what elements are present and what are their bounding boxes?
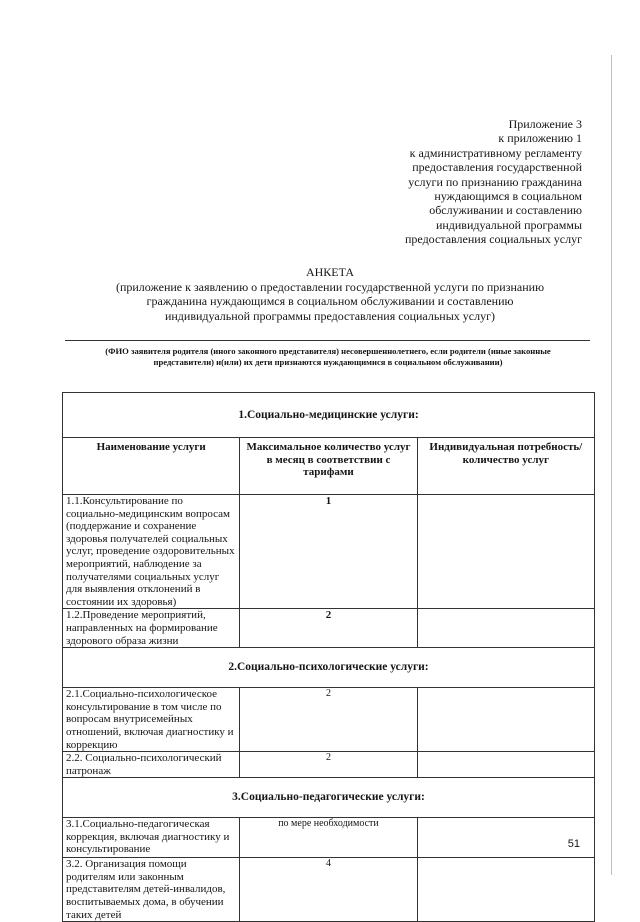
individual-need-cell[interactable]	[417, 858, 594, 922]
header-individual-need: Индивидуальная потребность/ количество услуг	[417, 438, 594, 495]
table-row	[63, 688, 595, 752]
fio-input-line[interactable]	[65, 340, 590, 341]
service-name: 1.2.Проведение мероприятий, направленных на формирование здорового образа жизни	[63, 609, 240, 648]
service-name: 2.2. Социально-психологический патронаж	[63, 752, 240, 778]
table-row	[63, 818, 595, 858]
form-subtitle-line: (приложение к заявлению о предоставлении государственной услуги по признанию	[115, 279, 545, 294]
section-row-pedagogical	[63, 778, 595, 818]
header-max-count: Максимальное количество услуг в месяц в соответствии с тарифами	[240, 438, 417, 495]
section-title: 2.Социально-психологические услуги:	[63, 648, 595, 688]
services-table	[62, 392, 595, 922]
service-name: 3.2. Организация помощи родителям или законным представителям детей-инвалидов, воспитываемых дома, в обучении таких детей	[63, 858, 240, 922]
annex-line: Приложение 3	[508, 117, 582, 131]
table-row	[63, 609, 595, 648]
form-subtitle-line: индивидуальной программы предоставления социальных услуг)	[164, 308, 496, 323]
form-heading	[70, 265, 590, 323]
individual-need-cell[interactable]	[417, 752, 594, 778]
max-count-value: 1	[240, 495, 417, 609]
max-count-value: 4	[240, 858, 417, 922]
table-row	[63, 752, 595, 778]
max-count-value: 2	[240, 609, 417, 648]
annex-line: предоставления социальных услуг	[404, 232, 582, 247]
annex-line: индивидуальной программы	[435, 217, 582, 232]
service-name: 3.1.Социально-педагогическая коррекция, включая диагностику и консультирование	[63, 818, 240, 858]
table-row	[63, 858, 595, 922]
annex-reference	[342, 117, 582, 247]
section-title: 3.Социально-педагогические услуги:	[63, 778, 595, 818]
page-number: 51	[567, 838, 580, 850]
service-name: 2.1.Социально-психологическое консультирование в том числе по вопросам внутрисемейных отношений, включая диагностику и коррекцию	[63, 688, 240, 752]
section-row-psychological	[63, 648, 595, 688]
annex-line: услуги по признанию гражданина	[408, 174, 582, 189]
section-title: 1.Социально-медицинские услуги:	[63, 393, 595, 438]
individual-need-cell[interactable]	[417, 495, 594, 609]
table-row	[63, 495, 595, 609]
header-service-name: Наименование услуги	[63, 438, 240, 495]
form-subtitle-line: гражданина нуждающимся в социальном обслуживании и составлению	[146, 294, 514, 309]
table-header-row	[63, 438, 595, 495]
individual-need-cell[interactable]	[417, 688, 594, 752]
max-count-value: по мере необходимости	[240, 818, 417, 858]
fio-caption	[63, 346, 593, 368]
max-count-value: 2	[240, 752, 417, 778]
annex-line: нуждающимся в социальном	[434, 189, 582, 204]
fio-caption-line: (ФИО заявителя родителя (иного законного представителя) несовершеннолетнего, если родители (иные законные	[105, 346, 551, 356]
scan-edge-line	[611, 55, 612, 875]
annex-line: предоставления государственной	[412, 160, 582, 175]
annex-line: к приложению 1	[498, 131, 582, 146]
section-row-medical	[63, 393, 595, 438]
annex-line: к административному регламенту	[409, 145, 582, 160]
max-count-value: 2	[240, 688, 417, 752]
annex-line: обслуживании и составлению	[429, 203, 582, 218]
form-title: АНКЕТА	[305, 265, 355, 279]
service-name: 1.1.Консультирование по социально-медицинским вопросам (поддержание и сохранение здоровья получателей социальных услуг, проведение оздоровительных мероприятий, наблюдение за получателями социальных услуг для выявления отклонений в состоянии их здоровья)	[63, 495, 240, 609]
individual-need-cell[interactable]	[417, 609, 594, 648]
fio-caption-line: представители) и(или) их дети признаются нуждающимися в социальном обслуживании)	[153, 357, 503, 367]
